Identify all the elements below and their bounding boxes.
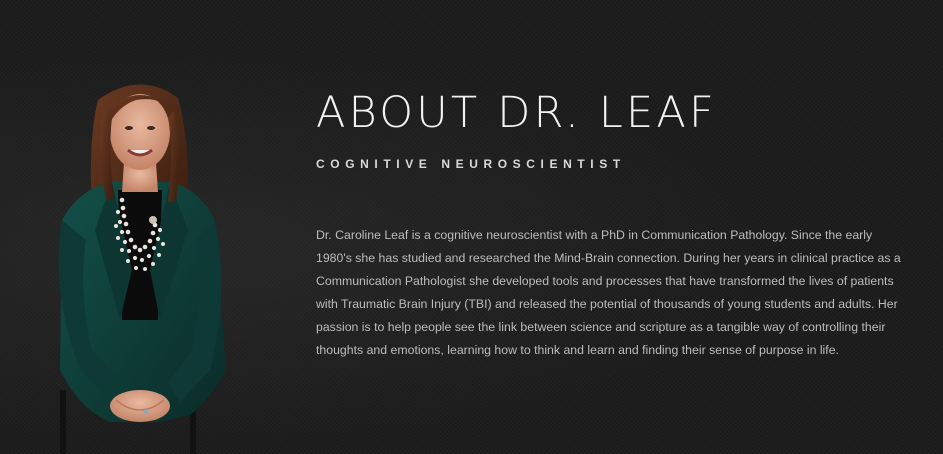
portrait-photo <box>40 70 240 454</box>
bio-paragraph: Dr. Caroline Leaf is a cognitive neuroscientist with a PhD in Communication Pathology. Since the early 1980's she has studied and researched the Mind-Brain connection. During her years in clinical practice as a Communication Pathologist she developed tools and processes that have transformed the lives of patients with Traumatic Brain Injury (TBI) and released the potential of thousands of young students and adults. Her passion is to help people see the link between science and scripture as a tangible way of controlling their thoughts and emotions, learning how to think and learn and finding their sense of purpose in life. <box>316 228 901 358</box>
subtitle: COGNITIVE NEUROSCIENTIST <box>316 157 626 171</box>
about-content <box>316 88 916 363</box>
page-title: ABOUT DR. LEAF <box>316 88 717 138</box>
